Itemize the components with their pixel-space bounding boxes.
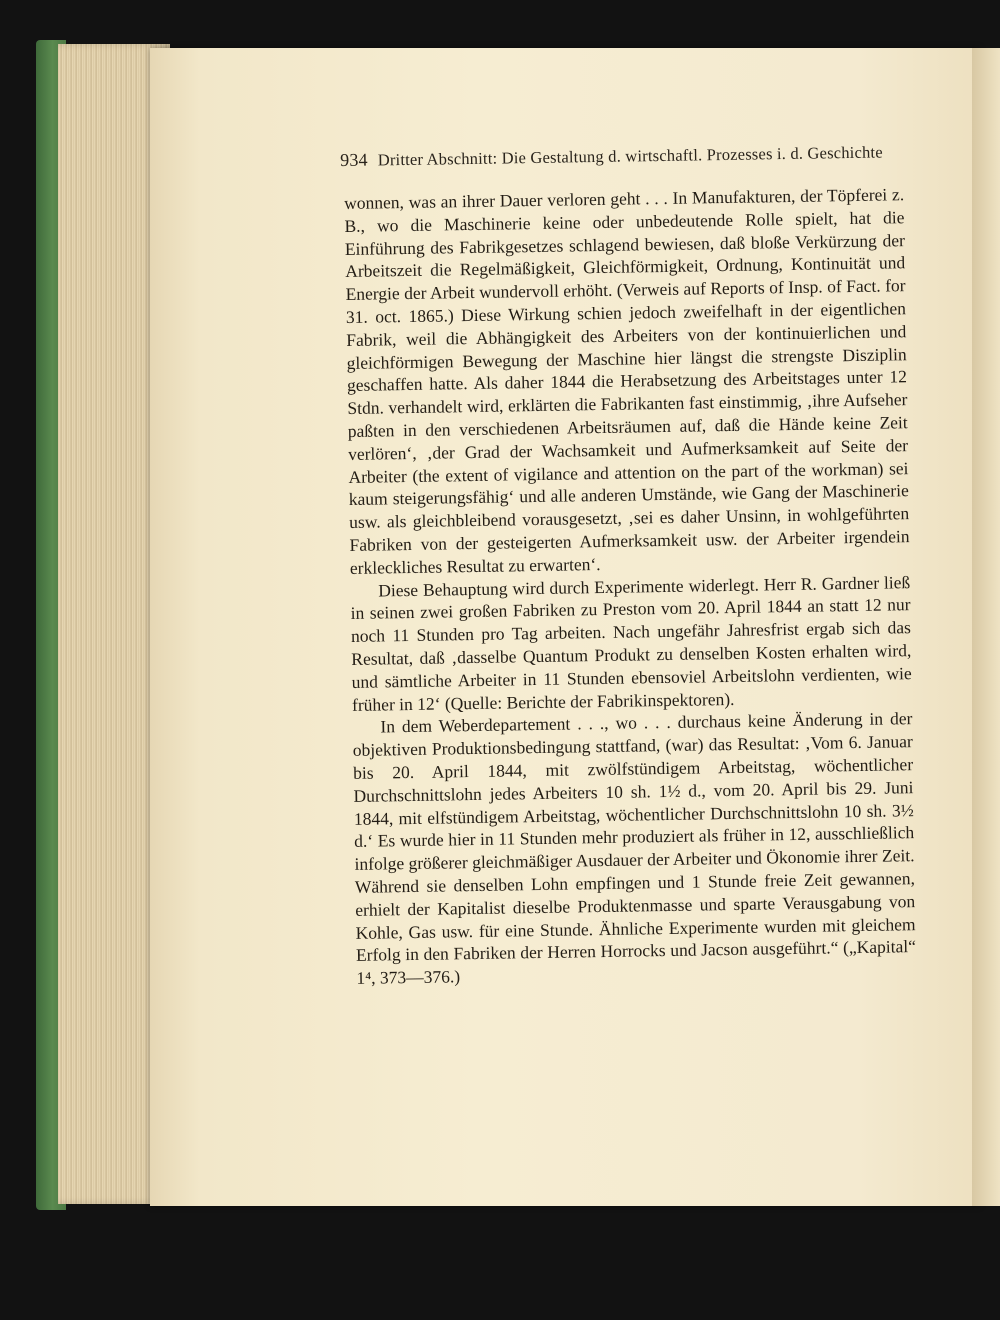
- page-number: 934: [340, 149, 368, 170]
- facing-page-edge: [972, 48, 1000, 1206]
- paragraph: wonnen, was an ihrer Dauer verloren geht . . . In Manufakturen, der Töpferei z. B., wo die Maschinerie keine oder unbedeutende Rolle spielt, hat die Einführung des Fabrikgesetzes schlagend bewiesen, daß bloße Verkürzung der Arbeitszeit die Regelmäßigkeit, Gleichförmigkeit, Ordnung, Kontinuität und Energie der Arbeit wundervoll erhöht. (Verweis auf Reports of Insp. of Fact. for 31. oct. 1865.) Diese Wirkung schien jedoch zweifelhaft in der eigentlichen Fabrik, weil die Abhängigkeit des Arbeiters von der kontinuierlichen und gleichförmigen Bewegung der Maschine hier längst die strengste Disziplin geschaffen hatte. Als daher 1844 die Herabsetzung des Arbeitstages unter 12 Stdn. verhandelt wird, erklärten die Fabrikanten fast einstimmig, ‚ihre Aufseher paßten in den verschiedenen Arbeitsräumen auf, daß die Hände keine Zeit verlören‘, ‚der Grad der Wachsamkeit und Aufmerksamkeit auf Seite der Arbeiter (the extent of vigilance and attention on the part of the workman) sei kaum steigerungsfähig‘ und alle anderen Umstände, wie Gang der Maschinerie usw. als gleichbleibend vorausgesetzt, ‚sei es daher Unsinn, in wohlgeführten Fabriken von der gesteigerten Aufmerksamkeit usw. der Arbeiter irgendein erkleckliches Resultat zu erwarten‘.: [344, 184, 910, 578]
- running-title: Dritter Abschnitt: Die Gestaltung d. wirtschaftl. Prozesses i. d. Geschichte: [377, 142, 883, 170]
- body-text: [344, 183, 916, 990]
- paragraph: In dem Weberdepartement . . ., wo . . . durchaus keine Änderung in der objektiven Produktionsbedingung stattfand, (war) das Resultat: ‚Vom 6. Januar bis 20. April 1844, mit zwölfstündigem Arbeitstag, wöchentlicher Durchschnittslohn jedes Arbeiters 10 sh. 1½ d., vom 20. April bis 29. Juni 1844, mit elfstündigem Arbeitstag, wöchentlicher Durchschnittslohn 10 sh. 3½ d.‘ Es wurde hier in 11 Stunden mehr produziert als früher in 12, ausschließlich infolge größerer gleichmäßiger Ausdauer der Arbeiter und Ökonomie ihrer Zeit. Während sie denselben Lohn empfingen und 1 Stunde freie Zeit gewannen, erhielt der Kapitalist dieselbe Produktenmasse und sparte Verausgabung von Kohle, Gas usw. für eine Stunde. Ähnliche Experimente wurden mit gleichem Erfolg in den Fabriken der Herren Horrocks und Jacson ausgeführt.“ („Kapital“ 1⁴, 373—376.): [352, 708, 917, 988]
- paragraph: Diese Behauptung wird durch Experimente widerlegt. Herr R. Gardner ließ in seinen zwei großen Fabriken zu Preston vom 20. April 1844 an statt 12 nur noch 11 Stunden pro Tag arbeiten. Nach ungefähr Jahresfrist ergab sich das Resultat, daß ‚dasselbe Quantum Produkt zu denselben Kosten erhalten wird, und sämtliche Arbeiter in 11 Stunden ebensoviel Arbeitslohn verdienten, wie früher in 12‘ (Quelle: Berichte der Fabrikinspektoren).: [350, 571, 912, 715]
